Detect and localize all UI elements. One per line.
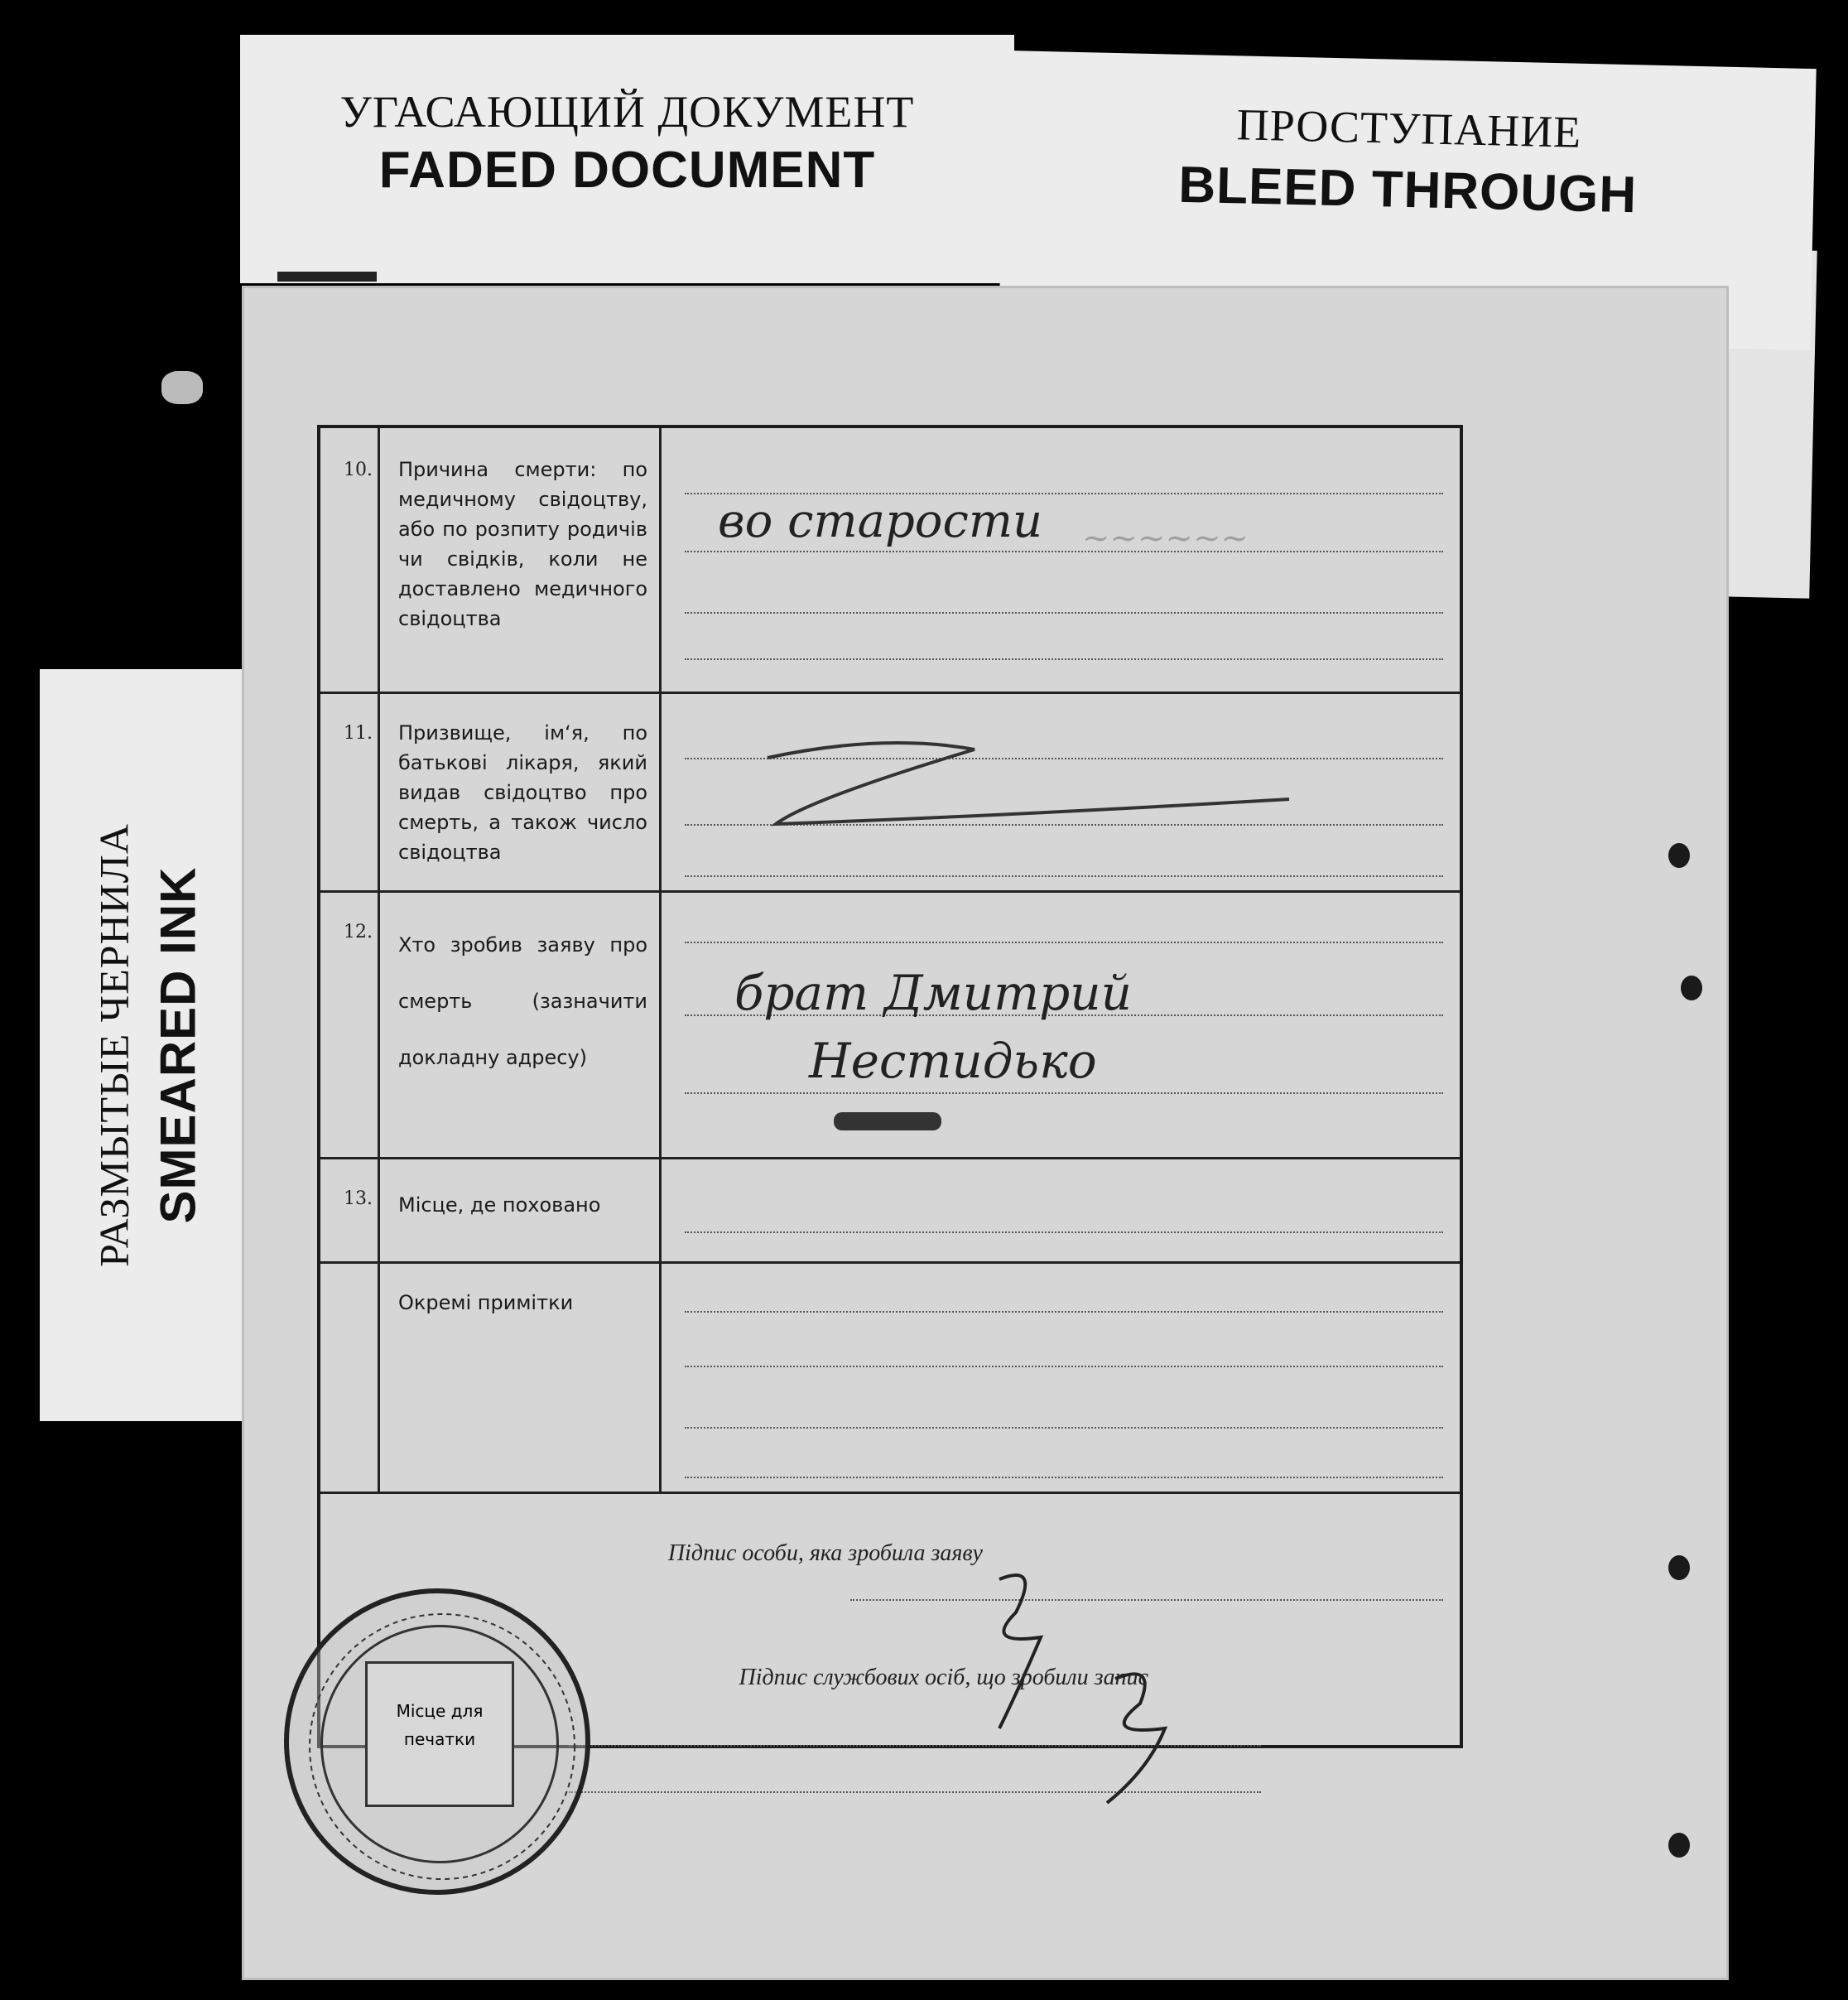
row-number xyxy=(320,1261,380,1492)
handwritten-surname: Нестидько xyxy=(809,1033,1097,1089)
row-label: Хто зробив заяву про смерть (зазначити докладну адресу) xyxy=(380,890,662,1157)
row-number: 12. xyxy=(320,890,380,1157)
dash-scribble xyxy=(759,725,1339,857)
ink-smear xyxy=(834,1112,941,1130)
officials-signature-label: Підпис службових осіб, що зробили запис xyxy=(739,1665,1148,1690)
smeared-label-en: SMEARED INK xyxy=(150,866,206,1224)
faded-document-card xyxy=(240,35,1014,283)
row-number: 10. xyxy=(320,428,380,692)
faded-label-en: FADED DOCUMENT xyxy=(378,142,876,199)
form-row-remarks xyxy=(320,1261,1460,1494)
row-label: Окремі примітки xyxy=(380,1261,662,1492)
document-sheet xyxy=(242,286,1729,1980)
form-row-13 xyxy=(320,1157,1460,1264)
smeared-ink-card xyxy=(40,669,257,1421)
row-label: Призвище, ім‘я, по батькові лікаря, який видав свідоцтво про смерть, а також число свідоцтва xyxy=(380,692,662,890)
bleed-label-en: BLEED THROUGH xyxy=(1177,156,1638,224)
handwritten-cause: во старости xyxy=(718,494,1043,548)
handwritten-applicant: брат Дмитрий xyxy=(734,965,1132,1021)
row-label: Місце, де поховано xyxy=(380,1157,662,1261)
bleed-through-ink: ~~~~~~ xyxy=(1082,519,1249,557)
death-record-form xyxy=(317,425,1463,1748)
form-row-11 xyxy=(320,692,1460,893)
applicant-signature-label: Підпис особи, яка зробила заяву xyxy=(667,1540,983,1566)
faded-label-ru: УГАСАЮЩИЙ ДОКУМЕНТ xyxy=(339,87,915,137)
punch-hole xyxy=(1668,1555,1690,1580)
torn-edge xyxy=(277,272,377,282)
form-row-10 xyxy=(320,428,1460,694)
official-signature xyxy=(1090,1662,1256,1828)
punch-hole xyxy=(1668,1833,1690,1858)
punch-hole xyxy=(1681,976,1702,1000)
form-row-12 xyxy=(320,890,1460,1159)
smeared-label-ru: РАЗМЫТЫЕ ЧЕРНИЛА xyxy=(90,823,137,1267)
official-seal-stamp xyxy=(284,1588,590,1895)
seal-place-box: Місце для печатки xyxy=(365,1661,514,1807)
row-label: Причина смерти: по медичному свідоцтву, або по розпиту родичів чи свідків, коли не доставлено медичного свідоцтва xyxy=(380,428,662,692)
bleed-label-ru: ПРОСТУПАНИЕ xyxy=(1236,99,1582,157)
paper-fragment xyxy=(161,371,203,404)
punch-hole xyxy=(1668,843,1690,868)
row-number: 13. xyxy=(320,1157,380,1261)
row-number: 11. xyxy=(320,692,380,890)
